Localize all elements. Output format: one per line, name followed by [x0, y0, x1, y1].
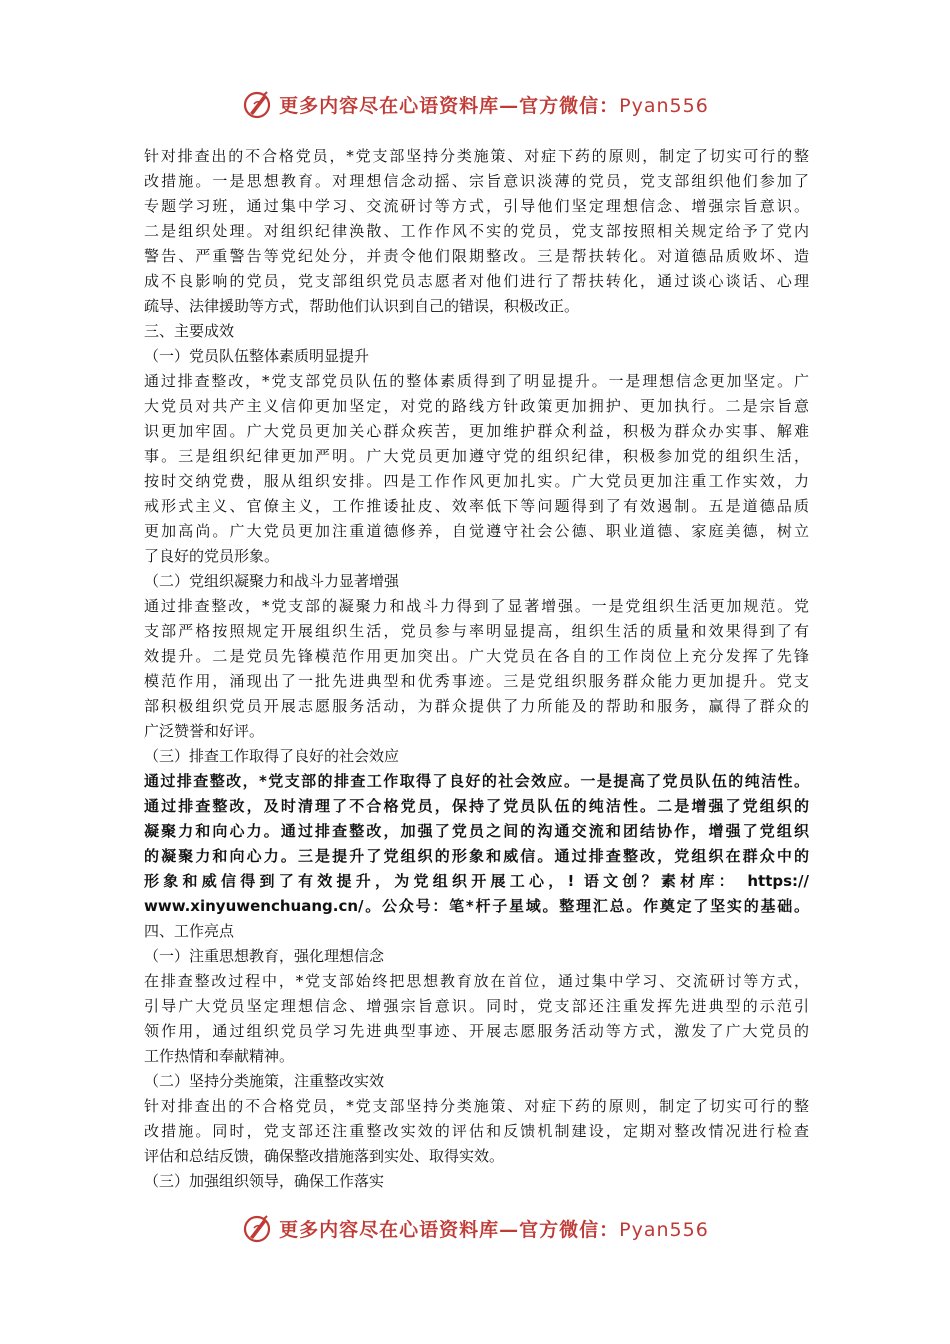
text-line: 通过排查整改，*党支部党员队伍的整体素质得到了明显提升。一是理想信念更加坚定。广 [144, 372, 809, 390]
text-line: 在排查整改过程中，*党支部始终把思想教育放在首位，通过集中学习、交流研讨等方式， [144, 972, 809, 990]
text-line: 事。三是组织纪律更加严明。广大党员更加遵守党的组织纪律，积极参加党的组织生活， [144, 447, 809, 465]
text-line: 大党员对共产主义信仰更加坚定，对党的路线方针政策更加拥护、更加执行。二是宗旨意 [144, 397, 809, 415]
text-line: 效提升。二是党员先锋模范作用更加突出。广大党员在各自的工作岗位上充分发挥了先锋 [144, 647, 809, 665]
text-line: 部积极组织党员开展志愿服务活动，为群众提供了力所能及的帮助和服务，赢得了群众的 [144, 697, 809, 715]
text-line: 疏导、法律援助等方式，帮助他们认识到自己的错误，积极改正。 [144, 297, 580, 315]
text-line: 针对排查出的不合格党员，*党支部坚持分类施策、对症下药的原则，制定了切实可行的整 [144, 147, 809, 165]
text-line: （三）加强组织领导，确保工作落实 [144, 1172, 385, 1190]
text-line: www.xinyuwenchuang.cn/。公众号：笔*杆子星域。整理汇总。作奠定了坚实的基础。 [144, 897, 809, 915]
text-line: 广泛赞誉和好评。 [144, 722, 265, 740]
text-line: 通过排查整改，*党支部的排查工作取得了良好的社会效应。一是提高了党员队伍的纯洁性。 [144, 772, 809, 790]
pen-logo-icon [241, 1212, 273, 1244]
text-line: 了良好的党员形象。 [144, 547, 280, 565]
text-line: 二是组织处理。对组织纪律涣散、工作作风不实的党员，党支部按照相关规定给予了党内 [144, 222, 809, 240]
text-line: 通过排查整改，*党支部的凝聚力和战斗力得到了显著增强。一是党组织生活更加规范。党 [144, 597, 809, 615]
text-line: 评估和总结反馈，确保整改措施落到实处、取得实效。 [144, 1147, 505, 1165]
watermark-text: 更多内容尽在心语资料库—官方微信：Pyan556 [279, 1218, 709, 1241]
text-line: 按时交纳党费，服从组织安排。四是工作作风更加扎实。广大党员更加注重工作实效，力 [144, 472, 809, 490]
text-line: 成不良影响的党员，党支部组织党员志愿者对他们进行了帮扶转化，通过谈心谈话、心理 [144, 272, 809, 290]
watermark-banner-top [0, 84, 950, 124]
text-line: 戒形式主义、官僚主义，工作推诿扯皮、效率低下等问题得到了有效遏制。五是道德品质 [144, 497, 809, 515]
text-line: 改措施。一是思想教育。对理想信念动摇、宗旨意识淡薄的党员，党支部组织他们参加了 [144, 172, 809, 190]
text-line: 形象和威信得到了有效提升，为党组织开展工心，! 语文创？素材库： https:// [144, 872, 809, 890]
text-line: 三、主要成效 [144, 322, 235, 340]
text-line: 警告、严重警告等党纪处分，并责令他们限期整改。三是帮扶转化。对道德品质败坏、造 [144, 247, 809, 265]
text-line: 模范作用，涌现出了一批先进典型和优秀事迹。三是党组织服务群众能力更加提升。党支 [144, 672, 809, 690]
text-line: 专题学习班，通过集中学习、交流研讨等方式，引导他们坚定理想信念、增强宗旨意识。 [144, 197, 809, 215]
text-line: （一）党员队伍整体素质明显提升 [144, 347, 370, 365]
text-line: 引导广大党员坚定理想信念、增强宗旨意识。同时，党支部还注重发挥先进典型的示范引 [144, 997, 809, 1015]
text-line: 支部严格按照规定开展组织生活，党员参与率明显提高，组织生活的质量和效果得到了有 [144, 622, 809, 640]
text-line: 领作用，通过组织党员学习先进典型事迹、开展志愿服务活动等方式，激发了广大党员的 [144, 1022, 809, 1040]
text-line: 更加高尚。广大党员更加注重道德修养，自觉遵守社会公德、职业道德、家庭美德，树立 [144, 522, 809, 540]
text-line: （三）排查工作取得了良好的社会效应 [144, 747, 400, 765]
text-line: 四、工作亮点 [144, 922, 235, 940]
text-line: 通过排查整改，及时清理了不合格党员，保持了党员队伍的纯洁性。二是增强了党组织的 [144, 797, 809, 815]
text-line: 凝聚力和向心力。通过排查整改，加强了党员之间的沟通交流和团结协作，增强了党组织 [144, 822, 809, 840]
text-line: 改措施。同时，党支部还注重整改实效的评估和反馈机制建设，定期对整改情况进行检查 [144, 1122, 809, 1140]
text-line: 工作热情和奉献精神。 [144, 1047, 295, 1065]
text-line: 识更加牢固。广大党员更加关心群众疾苦，更加维护群众利益，积极为群众办实事、解难 [144, 422, 809, 440]
text-line: （二）坚持分类施策，注重整改实效 [144, 1072, 385, 1090]
watermark-text: 更多内容尽在心语资料库—官方微信：Pyan556 [279, 94, 709, 117]
text-line: 的凝聚力和向心力。三是提升了党组织的形象和威信。通过排查整改，党组织在群众中的 [144, 847, 809, 865]
text-line: （二）党组织凝聚力和战斗力显著增强 [144, 572, 400, 590]
watermark-banner-bottom [0, 1208, 950, 1248]
pen-logo-icon [241, 88, 273, 120]
text-line: 针对排查出的不合格党员，*党支部坚持分类施策、对症下药的原则，制定了切实可行的整 [144, 1097, 809, 1115]
document-body [144, 144, 809, 1194]
text-line: （一）注重思想教育，强化理想信念 [144, 947, 385, 965]
